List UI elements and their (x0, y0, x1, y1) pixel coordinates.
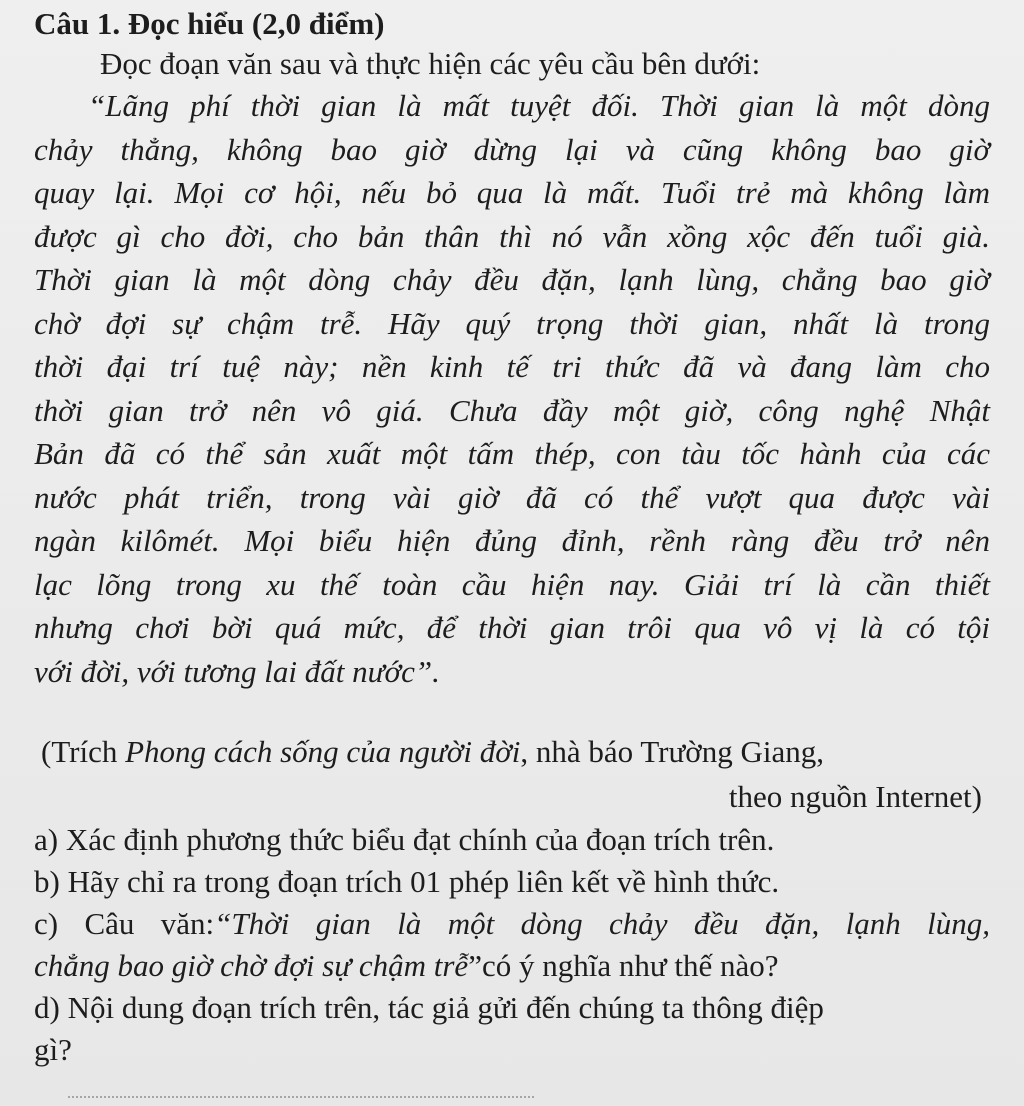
citation-line-2: theo nguồn Internet) (728, 779, 982, 814)
passage-line: được gì cho đời, cho bản thân thì nó vẫn xồng xộc đến tuổi già. (34, 218, 990, 254)
citation-suffix: , nhà báo Trường Giang, (520, 734, 824, 769)
passage-line: “Lãng phí thời gian là mất tuyệt đối. Thời gian là một dòng (88, 88, 990, 123)
passage-line: chờ đợi sự chậm trễ. Hãy quý trọng thời gian, nhất là trong (34, 305, 990, 341)
passage-line: chảy thẳng, không bao giờ dừng lại và cũng không bao giờ (34, 131, 990, 167)
passage-line: nhưng chơi bời quá mức, để thời gian trôi qua vô vị là có tội (34, 610, 990, 645)
passage-line: nước phát triển, trong vài giờ đã có thể vượt qua được vài (34, 479, 990, 515)
passage-line: quay lại. Mọi cơ hội, nếu bỏ qua là mất. Tuổi trẻ mà không làm (34, 175, 990, 210)
passage-line: thời đại trí tuệ này; nền kinh tế tri thức đã và đang làm cho (34, 349, 990, 384)
reading-instruction: Đọc đoạn văn sau và thực hiện các yêu cầu bên dưới: (100, 46, 761, 81)
passage-line: thời gian trở nên vô giá. Chưa đầy một giờ, công nghệ Nhật (34, 392, 990, 428)
question-c-prefix: c) Câu văn: (34, 906, 215, 941)
question-c-line-2 (34, 945, 990, 987)
question-a: a) Xác định phương thức biểu đạt chính của đoạn trích trên. (34, 822, 775, 857)
question-c-quote-line-2: chẳng bao giờ chờ đợi sự chậm trễ (34, 948, 469, 983)
cropped-next-line-marks (68, 1096, 534, 1106)
question-c-suffix: ”có ý nghĩa như thế nào? (468, 948, 779, 983)
citation-line-1 (34, 729, 990, 774)
question-list (34, 819, 990, 1071)
passage-line: Bản đã có thể sản xuất một tấm thép, con tàu tốc hành của các (34, 436, 990, 471)
question-d-line-1: d) Nội dung đoạn trích trên, tác giả gửi đến chúng ta thông điệp (34, 990, 824, 1025)
passage-line: Thời gian là một dòng chảy đều đặn, lạnh lùng, chẳng bao giờ (34, 262, 990, 297)
citation-prefix: (Trích (41, 734, 126, 769)
question-heading: Câu 1. Đọc hiểu (2,0 điểm) (34, 6, 385, 41)
citation-work-title: Phong cách sống của người đời (125, 734, 521, 769)
quoted-passage (34, 84, 990, 693)
question-d-line-2: gì? (34, 1032, 72, 1067)
passage-line: lạc lõng trong xu thế toàn cầu hiện nay. Giải trí là cần thiết (34, 566, 990, 602)
question-c-quote-line-1: “Thời gian là một dòng chảy đều đặn, lạnh lùng, (214, 906, 991, 941)
question-c-line-1 (34, 903, 990, 945)
source-citation (34, 729, 990, 819)
passage-line: với đời, với tương lai đất nước”. (34, 653, 440, 689)
passage-line: ngàn kilômét. Mọi biểu hiện đủng đỉnh, rềnh ràng đều trở nên (34, 523, 990, 558)
question-b: b) Hãy chỉ ra trong đoạn trích 01 phép liên kết về hình thức. (34, 864, 780, 899)
